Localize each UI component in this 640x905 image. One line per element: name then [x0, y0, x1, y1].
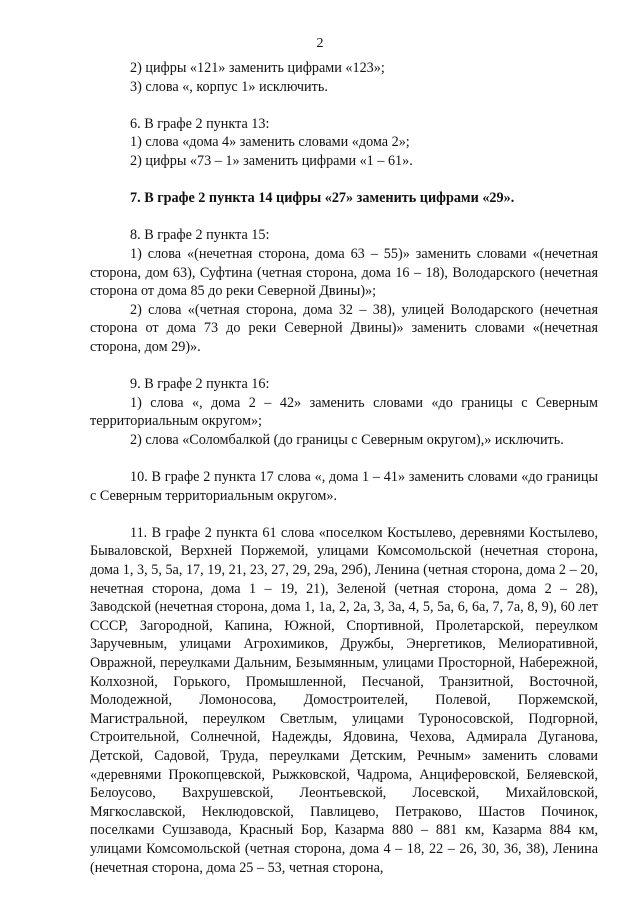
section-heading: 8. В графе 2 пункта 15: [130, 227, 270, 244]
document-body [90, 59, 598, 877]
paragraph: 2) слова «Соломбалкой (до границы с Северным округом),» исключить. [130, 431, 564, 448]
paragraph: 1) слова «дома 4» заменить словами «дома 2»; [130, 134, 410, 151]
section-heading: 10. В графе 2 пункта 17 слова «, дома 1 – 41» заменить словами «до границы с Северным территориальным округом». [90, 469, 598, 504]
paragraph: 2) цифры «121» заменить цифрами «123»; [130, 60, 385, 76]
paragraph: 2) слова «(четная сторона, дома 32 – 38), улицей Володарского (нечетная сторона от дома 73 до реки Северной Двины)» заменить словами «(нечетная сторона, дом 29)». [90, 301, 598, 355]
section-heading: 11. В графе 2 пункта 61 слова «поселком Костылево, деревнями Костылево, Бываловской, Верхней Поржемой, улицами Комсомольской (нечетная сторона, дома 1, 3, 5, 5а, 17, 19, 21, 23, 27, 29, 29а, 29б), Ленина (четная сторона, дома 2 – 20, нечетная сторона, дома 1 – 19, 21), Зеленой (четная сторона, дома 2 – 28), Заводской (нечетная сторона, дома 1, 1а, 2, 2а, 3, 3а, 4, 5, 5а, 6, 6а, 7, 7а, 8, 9), 60 лет СССР, Загородной, Капина, Южной, Спортивной, Пролетарской, переулком Заручевным, улицами Агрохимиков, Дружбы, Энергетиков, Мелиоративной, Овражной, переулками Дальним, Безымянным, улицами Просторной, Набережной, Колхозной, Горького, Промышленной, Песчаной, Транзитной, Восточной, Молодежной, Ломоносова, Домостроителей, Полевой, Поржемской, Магистральной, переулком Светлым, улицами Туроносовской, Подгорной, Строительной, Солнечной, Надежды, Ядовина, Чехова, Адмирала Дуганова, Детской, Садовой, Труда, переулками Детским, Речным» заменить словами «деревнями Прокопцевской, Рыжковской, Чадрома, Анциферовской, Беляевской, Белоусово, Вахрушевской, Леонтьевской, Лосевской, Михайловской, Мягкославской, Неклюдовской, Павлицево, Петраково, Шастов Починок, поселками Сушзавода, Красный Бор, Казарма 880 – 881 км, Казарма 884 км, улицами Комсомольской (четная сторона, дома 4 – 18, 22 – 26, 30, 36, 38), Ленина (нечетная сторона, дома 25 – 53, четная сторона, [90, 524, 598, 876]
paragraph: 3) слова «, корпус 1» исключить. [130, 78, 328, 95]
page-number: 2 [316, 36, 324, 51]
paragraph: 1) слова «(нечетная сторона, дома 63 – 55)» заменить словами «(нечетная сторона, дом 63), Суфтина (четная сторона, дома 16 – 18), Володарского (нечетная сторона от дома 85 до реки Северной Двины)»; [90, 245, 598, 300]
paragraph: 1) слова «, дома 2 – 42» заменить словами «до границы с Северным территориальным округом»; [90, 394, 598, 430]
section-heading: 7. В графе 2 пункта 14 цифры «27» заменить цифрами «29». [130, 190, 515, 207]
paragraph: 2) цифры «73 – 1» заменить цифрами «1 – 61». [130, 152, 413, 169]
section-heading: 6. В графе 2 пункта 13: [130, 115, 270, 132]
section-heading: 9. В графе 2 пункта 16: [130, 376, 270, 393]
